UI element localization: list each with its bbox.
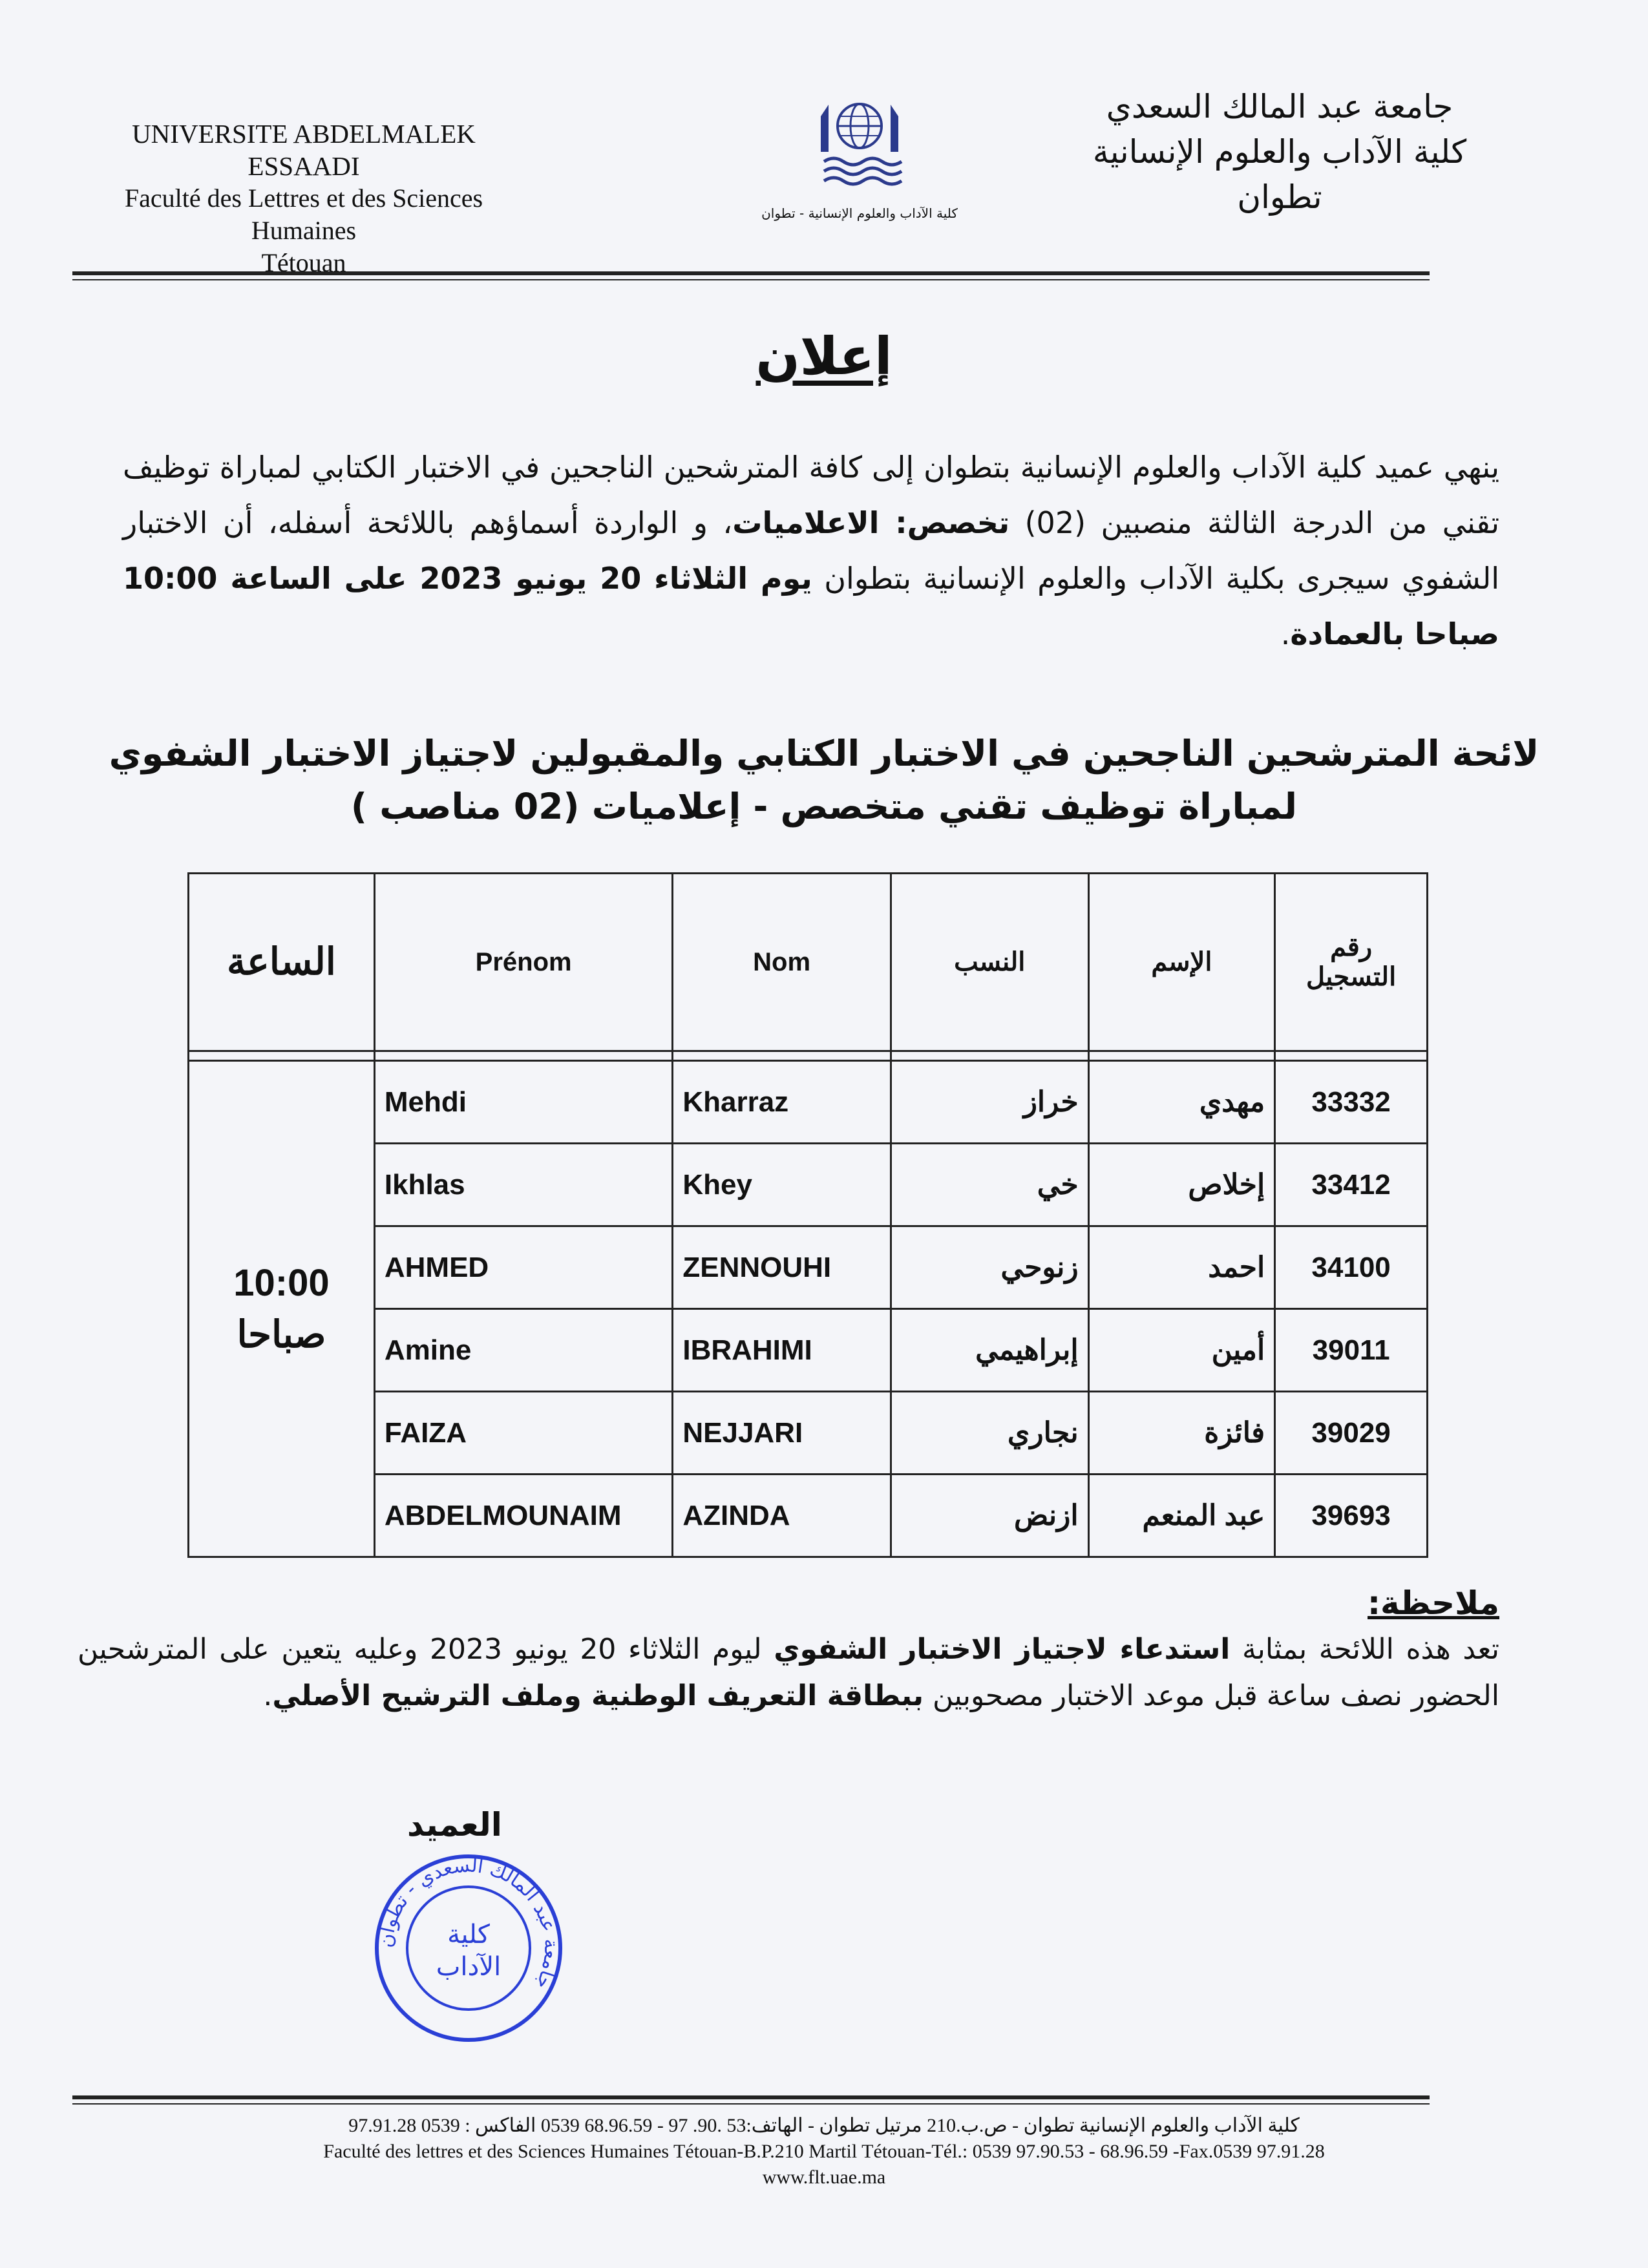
stamp-inner-text-2: الآداب [436,1952,502,1982]
header-divider [72,271,1430,280]
candidates-table [187,872,1428,1558]
cell-first-name-ar: إخلاص [1088,1144,1275,1226]
note-body [78,1626,1499,1719]
footer-arabic: كلية الآداب والعلوم الإنسانية تطوان - ص.ب.210 مرتيل تطوان - الهاتف:53 .90. 97 - 68.96.59 0539 الفاكس : 0539 97.91.28 [348,2115,1300,2136]
footer [0,2113,1648,2190]
cell-last-name-ar: خي [891,1144,1088,1226]
cell-registration: 33412 [1275,1144,1428,1226]
cell-prenom: Amine [374,1309,672,1392]
header-french [78,118,530,279]
cell-nom: Khey [673,1144,891,1226]
header-arabic [1060,84,1499,220]
note-text-2: ليوم الثلاثاء 20 يونيو 2023 وعليه يتعين على المترشحين الحضور نصف ساعة قبل موعد الاختبار مصحوبين [78,1633,1499,1712]
footer-website: www.flt.uae.ma [762,2167,886,2188]
city-fr: Tétouan [261,248,346,277]
cell-nom: Kharraz [673,1061,891,1144]
time-period: صباحا [237,1313,326,1356]
university-name-ar: جامعة عبد المالك السعدي [1106,88,1453,125]
page-title: إعلان [755,326,893,386]
header-first-name-ar: الإسم [1088,874,1275,1051]
cell-first-name-ar: أمين [1088,1309,1275,1392]
time-value: 10:00 [233,1261,330,1304]
cell-prenom: AHMED [374,1226,672,1309]
list-title-line-1: لائحة المترشحين الناجحين في الاختبار الكتابي والمقبولين لاجتياز الاختبار الشفوي [109,733,1539,774]
announcement-date: يوم الثلاثاء 20 يونيو 2023 على الساعة 10:00 صباحا بالعمادة [123,561,1499,651]
dean-signature-label: العميد [407,1806,502,1843]
cell-registration: 39693 [1275,1475,1428,1557]
faculty-name-ar: كلية الآداب والعلوم الإنسانية [1092,133,1467,171]
note-text-1: تعد هذه اللائحة بمثابة [1230,1633,1500,1666]
faculty-logo [743,90,976,239]
cell-last-name-ar: زنوحي [891,1226,1088,1309]
table-row [189,1226,1428,1309]
announcement-end: . [1280,616,1291,651]
faculty-name-fr: Faculté des Lettres et des Sciences Humaines [124,184,483,245]
table-row [189,1392,1428,1475]
announcement-paragraph [123,439,1499,662]
university-name-fr: UNIVERSITE ABDELMALEK ESSAADI [132,119,476,181]
table-row [189,1309,1428,1392]
table-row [189,1061,1428,1144]
table-row [189,1475,1428,1557]
cell-prenom: Ikhlas [374,1144,672,1226]
cell-registration: 33332 [1275,1061,1428,1144]
city-ar: تطوان [1237,178,1322,216]
cell-first-name-ar: فائزة [1088,1392,1275,1475]
cell-last-name-ar: خراز [891,1061,1088,1144]
note-text-3: . [263,1679,273,1712]
stamp-inner-text-1: كلية [447,1920,490,1949]
list-title [0,727,1648,833]
announcement-text-1: ينهي عميد كلية الآداب والعلوم الإنسانية بتطوان إلى كافة المترشحين الناجحين في الاختبار الكتابي لمباراة توظيف تقني من الدرجة الثالثة منصبين (02) [123,450,1499,540]
cell-registration: 34100 [1275,1226,1428,1309]
cell-last-name-ar: نجاري [891,1392,1088,1475]
cell-last-name-ar: ازنض [891,1475,1088,1557]
cell-nom: IBRAHIMI [673,1309,891,1392]
cell-first-name-ar: مهدي [1088,1061,1275,1144]
header-registration-line-1: رقم [1330,933,1373,961]
cell-prenom: ABDELMOUNAIM [374,1475,672,1557]
header-time: الساعة [189,874,375,1051]
footer-divider [72,2095,1430,2105]
cell-last-name-ar: إبراهيمي [891,1309,1088,1392]
cell-registration: 39029 [1275,1392,1428,1475]
announcement-specialty: تخصص: الاعلاميات [732,505,1010,540]
table-gap-row [189,1051,1428,1061]
cell-prenom: FAIZA [374,1392,672,1475]
note-heading: ملاحظة: [1368,1584,1499,1622]
header-registration [1275,874,1428,1051]
header-registration-line-2: التسجيل [1305,963,1397,991]
header-prenom: Prénom [374,874,672,1051]
cell-nom: NEJJARI [673,1392,891,1475]
table-row [189,1144,1428,1226]
table-header-row [189,874,1428,1051]
list-title-line-2: لمباراة توظيف تقني متخصص - إعلاميات (02 مناصب ) [350,786,1298,827]
header-last-name-ar: النسب [891,874,1088,1051]
cell-prenom: Mehdi [374,1061,672,1144]
logo-caption: كلية الآداب والعلوم الإنسانية - تطوان [761,205,958,221]
announcement-text-2: ، و الواردة أسماؤهم باللائحة أسفله، أن الاختبار الشفوي سيجرى بكلية الآداب والعلوم الإنسانية بتطوان [123,505,1499,596]
note-section [78,1580,1499,1719]
logo-emblem-icon [808,90,911,200]
cell-first-name-ar: عبد المنعم [1088,1475,1275,1557]
cell-first-name-ar: احمد [1088,1226,1275,1309]
footer-french: Faculté des lettres et des Sciences Humaines Tétouan-B.P.210 Martil Tétouan-Tél.: 0539 97.90.53 - 68.96.59 -Fax.0539 97.91.28 [323,2141,1325,2162]
header-nom: Nom [673,874,891,1051]
stamp-outer-text: جامعة عبد المالك السعدي - تطوان [374,1854,563,1993]
cell-registration: 39011 [1275,1309,1428,1392]
cell-time [189,1061,375,1557]
note-bold-2: ببطاقة التعريف الوطنية وملف الترشيح الأصلي [272,1679,924,1712]
cell-nom: AZINDA [673,1475,891,1557]
note-bold-1: استدعاء لاجتياز الاختبار الشفوي [774,1633,1231,1666]
cell-nom: ZENNOUHI [673,1226,891,1309]
official-stamp [372,1851,565,2045]
